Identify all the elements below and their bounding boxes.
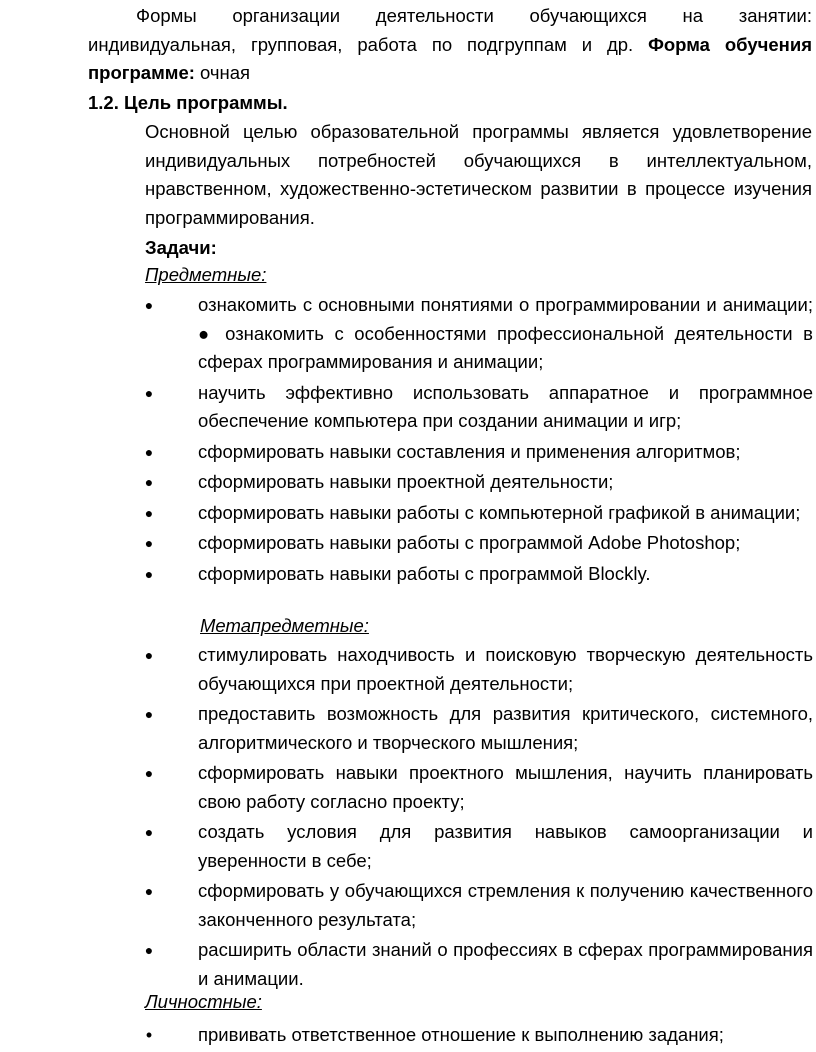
personal-heading: Личностные: (145, 991, 262, 1012)
list-item (143, 641, 813, 698)
bullet-icon: ● (144, 384, 154, 401)
bullet-icon: ● (144, 942, 154, 958)
bullet-icon: ● (144, 443, 154, 460)
list-item-text: сформировать навыки проектного мышления, научить планировать свою работу согласно проекту; (198, 762, 813, 812)
personal-heading-block (145, 988, 545, 1017)
list-item-text: сформировать у обучающихся стремления к получению качественного законченного результата; (198, 880, 813, 930)
bullet-icon: • (145, 1025, 153, 1045)
list-item (143, 468, 813, 497)
section-heading: 1.2. Цель программы. (88, 92, 288, 113)
list-item-text: сформировать навыки работы с программой Adobe Photoshop; (198, 532, 741, 553)
list-item (143, 936, 813, 993)
bullet-icon: ● (144, 706, 154, 722)
tasks-heading: Задачи: (145, 237, 217, 258)
form-value: очная (200, 62, 251, 83)
list-item-text: создать условия для развития навыков самоорганизации и уверенности в себе; (198, 821, 813, 871)
bullet-icon: ● (144, 504, 154, 521)
list-item-text: прививать ответственное отношение к выполнению задания; (198, 1024, 724, 1045)
meta-heading-block (200, 612, 600, 641)
bullet-icon: ● (144, 883, 154, 899)
subject-list (143, 291, 813, 590)
meta-list (143, 641, 813, 995)
list-item (143, 759, 813, 816)
form-label: Форма обучения программе: (88, 33, 813, 83)
bullet-icon: ● (144, 565, 154, 582)
list-item-text: предоставить возможность для развития критического, системного, алгоритмического и творческого мышления; (198, 703, 813, 753)
personal-list (143, 1021, 813, 1052)
list-item (143, 291, 813, 377)
list-item-text: стимулировать находчивость и поисковую творческую деятельность обучающихся при проектной деятельности; (198, 644, 813, 694)
bullet-icon: ● (144, 765, 154, 781)
list-item-text: сформировать навыки работы с компьютерной графикой в анимации; (198, 501, 801, 523)
intro-text: Формы организации деятельности обучающихся на занятии: индивидуальная, групповая, работа по подгруппам и др. (88, 5, 812, 55)
bullet-icon: ● (144, 647, 154, 663)
list-item (143, 560, 813, 589)
list-item-text: научить эффективно использовать аппаратное и программное обеспечение компьютера при создании анимации и игр; (198, 381, 813, 431)
bullet-icon: ● (144, 474, 154, 490)
subject-heading-block (145, 261, 545, 290)
subject-heading: Предметные: (145, 264, 267, 285)
intro-paragraph (88, 2, 812, 88)
list-item-text: сформировать навыки работы с программой Blockly. (198, 562, 651, 584)
list-item-text: сформировать навыки проектной деятельности; (198, 471, 614, 492)
list-item-text: сформировать навыки составления и применения алгоритмов; (198, 440, 741, 462)
list-item (143, 438, 813, 467)
list-item (143, 529, 813, 558)
list-item (143, 379, 813, 436)
bullet-icon: ● (144, 824, 154, 840)
meta-heading: Метапредметные: (200, 615, 369, 636)
list-item (143, 1021, 813, 1050)
goal-block (145, 118, 812, 263)
list-item (143, 499, 813, 528)
bullet-icon: ● (144, 297, 154, 313)
list-item (143, 818, 813, 875)
bullet-icon: ● (144, 535, 154, 551)
list-item-text: расширить области знаний о профессиях в сферах программирования и анимации. (198, 939, 813, 989)
list-item-text: ознакомить с основными понятиями о программировании и анимации; ● ознакомить с особенностями профессиональной деятельности в сферах программирования и анимации; (198, 294, 813, 372)
list-item (143, 700, 813, 757)
goal-paragraph: Основной целью образовательной программы является удовлетворение индивидуальных потребностей обучающихся в интеллектуальном, нравственном, художественно-эстетическом развитии в процессе изучения программирования. (145, 121, 812, 228)
list-item (143, 877, 813, 934)
